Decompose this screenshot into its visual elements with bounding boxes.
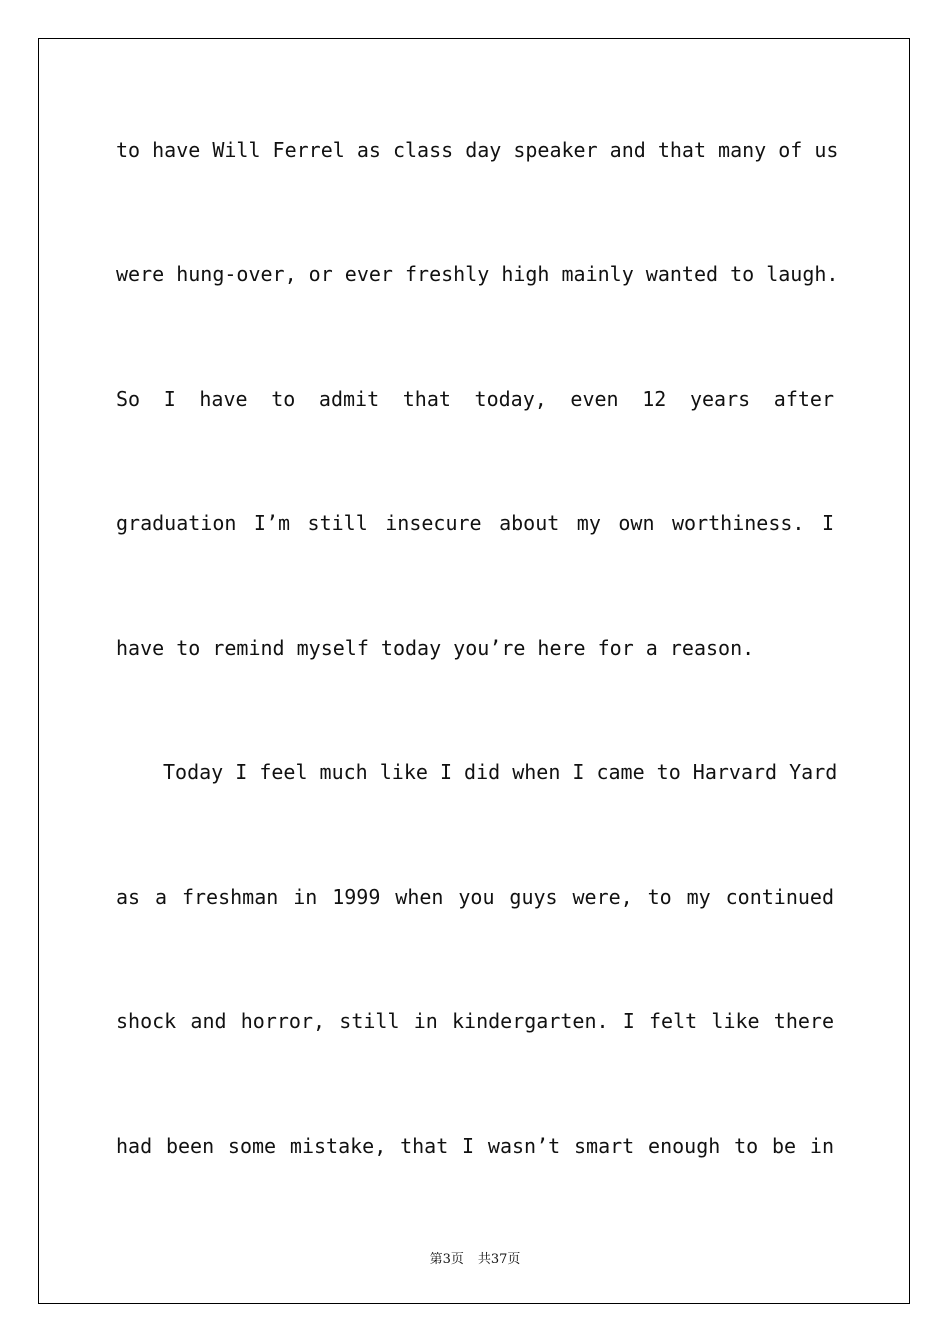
text-line-1: to have Will Ferrel as class day speaker and that many of us xyxy=(116,138,839,162)
text-line-5: have to remind myself today you’re here for a reason. xyxy=(116,636,755,660)
text-line-7: as a freshman in 1999 when you guys were, to my continued xyxy=(116,885,834,909)
text-line-6: Today I feel much like I did when I came to Harvard Yard xyxy=(163,760,838,784)
text-line-9: had been some mistake, that I wasn’t smart enough to be in xyxy=(116,1134,834,1158)
text-line-2: were hung-over, or ever freshly high mainly wanted to laugh. xyxy=(116,262,839,286)
page-border xyxy=(38,38,910,1304)
text-line-8: shock and horror, still in kindergarten. I felt like there xyxy=(116,1009,834,1033)
page-footer xyxy=(0,1248,950,1267)
text-line-3: So I have to admit that today, even 12 years after xyxy=(116,387,834,411)
page-number: 第3页 xyxy=(429,1252,464,1267)
text-line-4: graduation I’m still insecure about my own worthiness. I xyxy=(116,511,834,535)
page-total: 共37页 xyxy=(477,1252,521,1267)
